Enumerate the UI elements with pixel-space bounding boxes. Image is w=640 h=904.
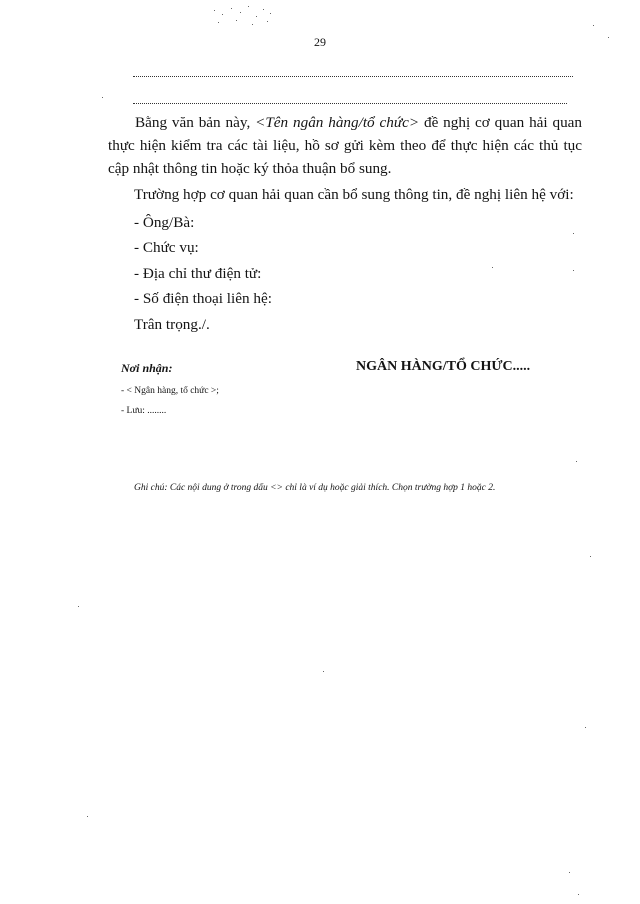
contact-phone-field: - Số điện thoại liên hệ: bbox=[134, 290, 272, 307]
contact-intro: Trường hợp cơ quan hải quan cần bổ sung thông tin, đề nghị liên hệ với: bbox=[134, 186, 574, 203]
page-number: 29 bbox=[314, 35, 326, 49]
recipient-item: - < Ngân hàng, tổ chức >; bbox=[121, 386, 219, 396]
request-paragraph bbox=[108, 111, 582, 180]
closing-text: Trân trọng./. bbox=[134, 316, 210, 333]
contact-name-field: - Ông/Bà: bbox=[134, 214, 195, 231]
recipients-heading: Nơi nhận: bbox=[121, 361, 173, 375]
contact-email-field: - Địa chỉ thư điện tử: bbox=[134, 265, 262, 282]
request-text-start: Bằng văn bản này, bbox=[135, 114, 256, 131]
dotted-fill-line bbox=[133, 76, 573, 77]
signature-block: NGÂN HÀNG/TỔ CHỨC..... bbox=[356, 359, 531, 374]
recipient-item: - Lưu: ........ bbox=[121, 406, 167, 416]
request-text-end: đề nghị cơ quan hải quan thực hiện kiểm tra các tài liệu, hồ sơ gửi kèm theo để thực hiện các thủ tục cập nhật thông tin hoặc ký thỏa thuận bổ sung. bbox=[108, 114, 583, 177]
contact-position-field: - Chức vụ: bbox=[134, 239, 199, 256]
bank-placeholder: <Tên ngân hàng/tổ chức> bbox=[255, 114, 420, 131]
footnote: Ghi chú: Các nội dung ở trong dấu <> chỉ là ví dụ hoặc giải thích. Chọn trường hợp 1 hoặc 2. bbox=[134, 483, 496, 493]
dotted-fill-line bbox=[133, 103, 567, 104]
